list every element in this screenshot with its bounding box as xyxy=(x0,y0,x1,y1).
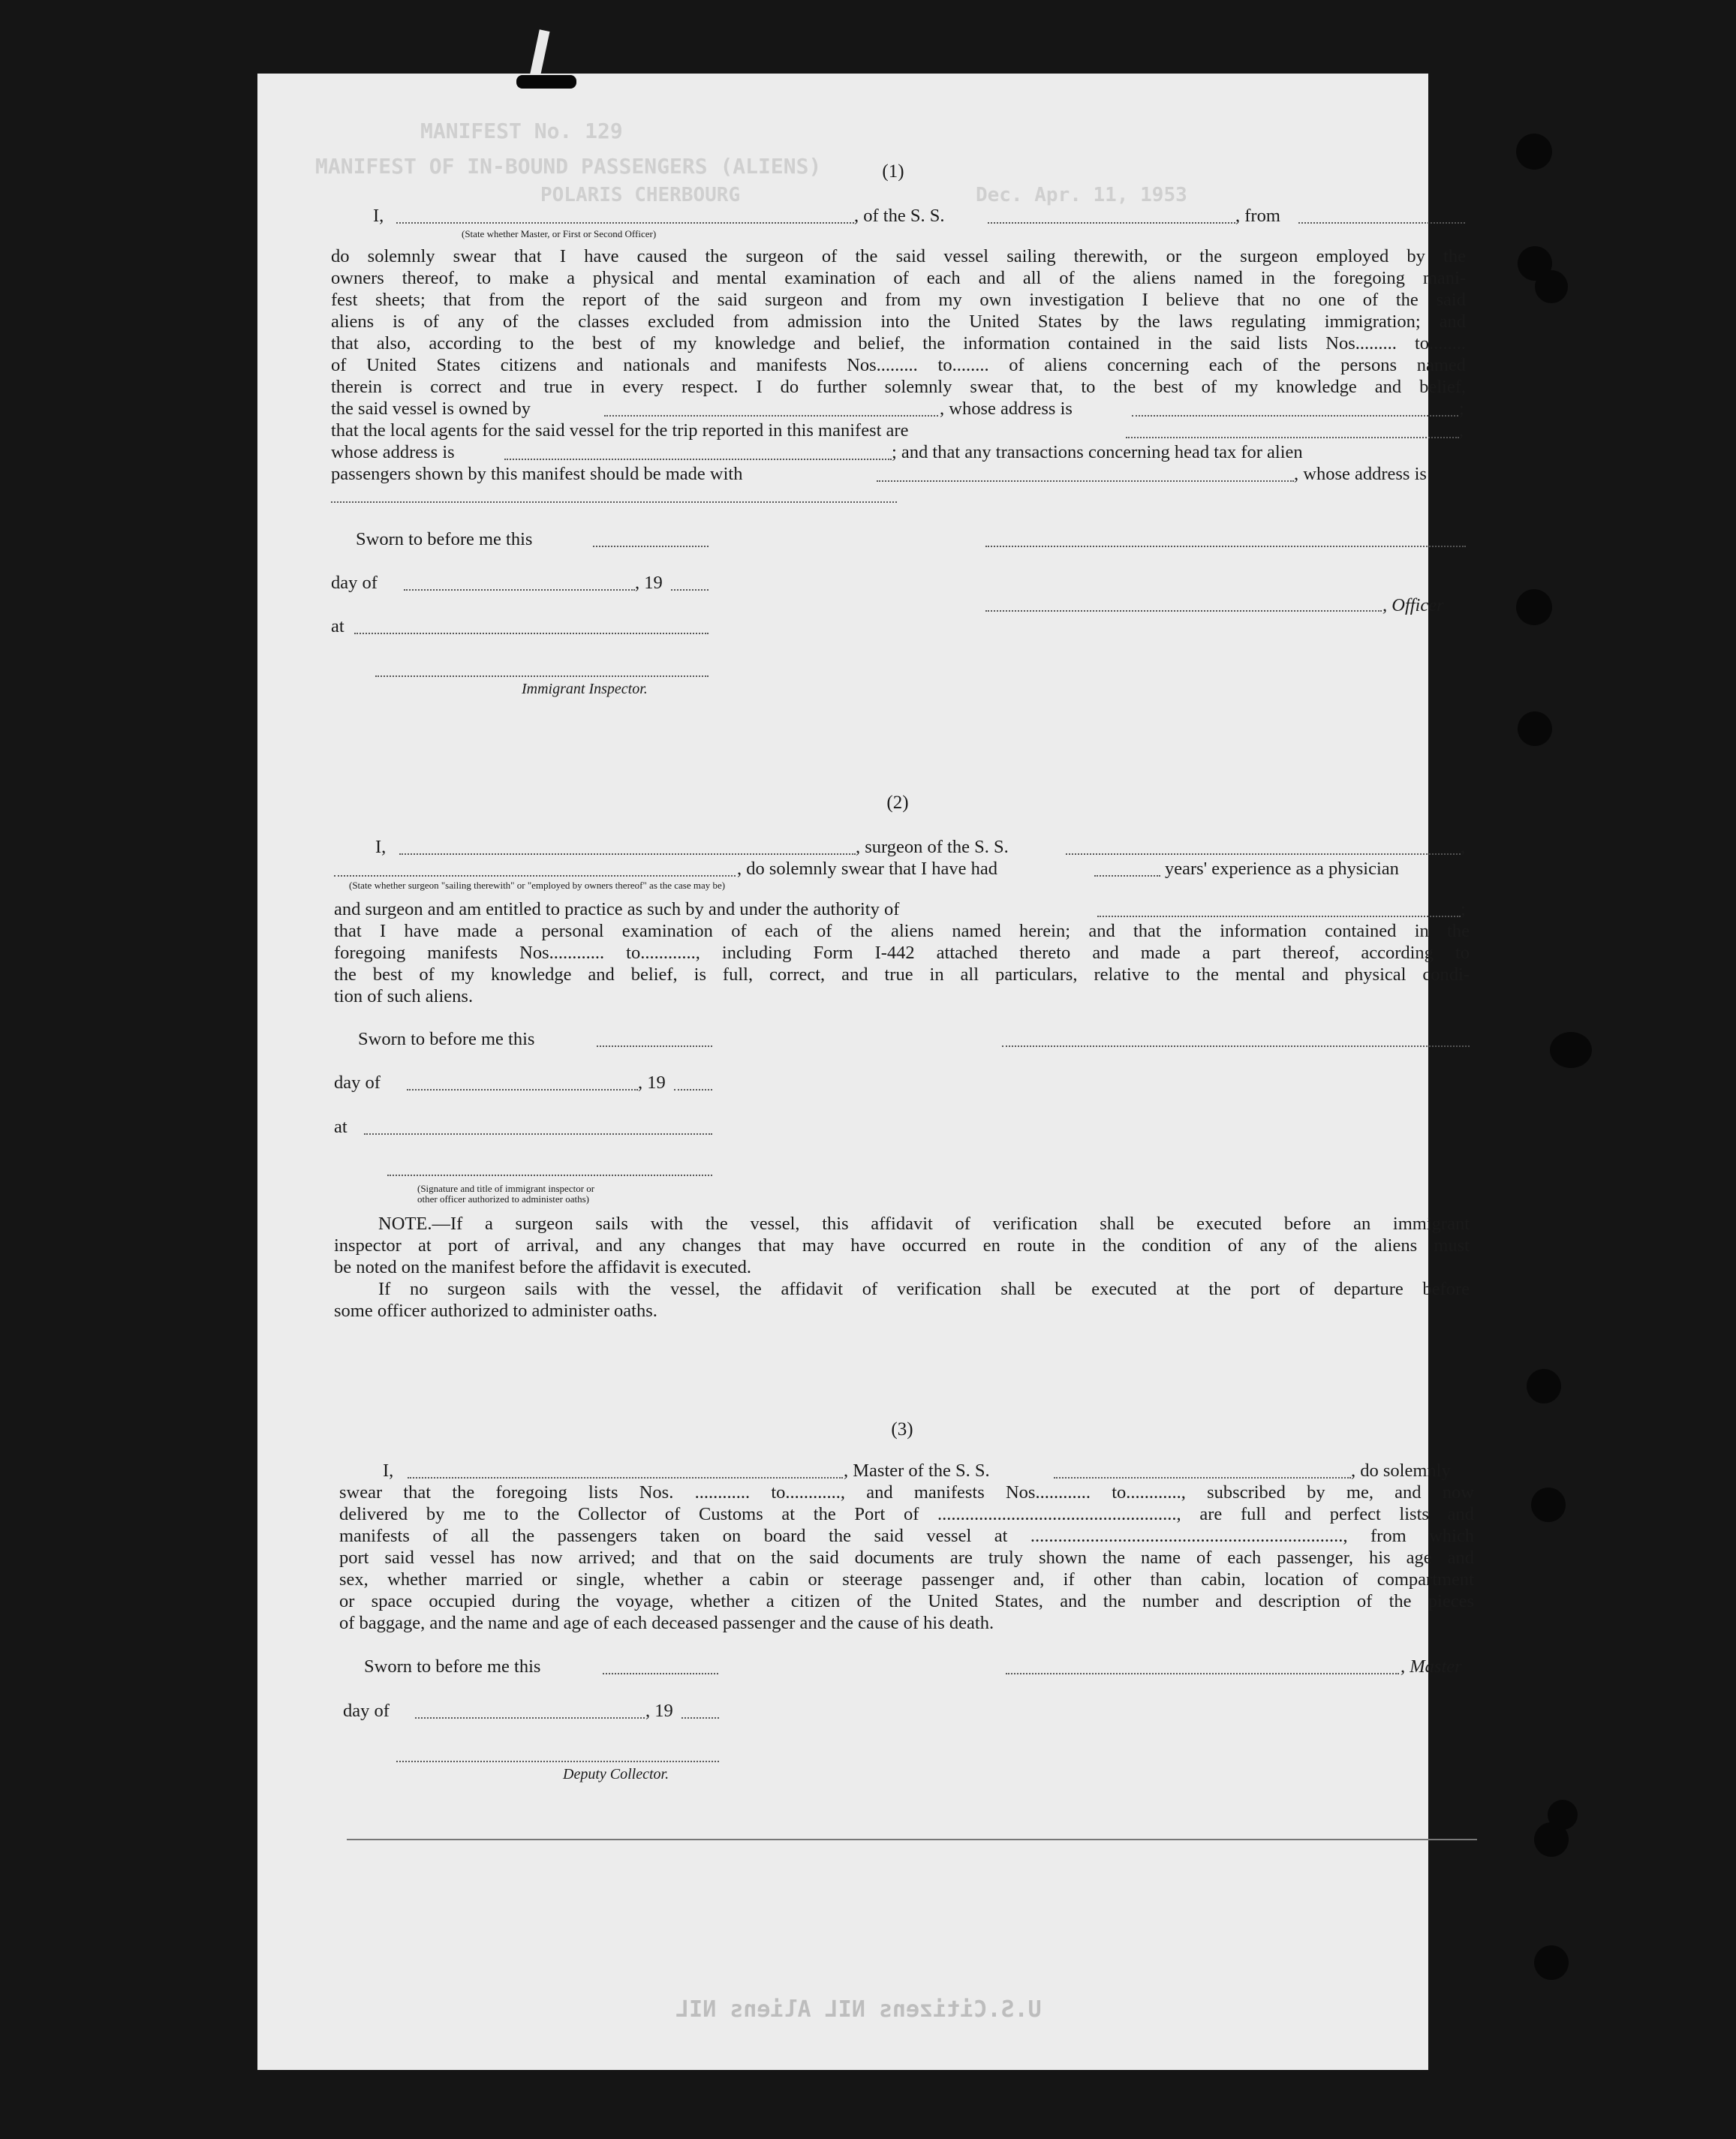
paragraph-line: therein is correct and true in every respect. I do further solemnly swear that, to the best of my knowledge and belief, xyxy=(331,377,1466,397)
note-line: some officer authorized to administer oaths. xyxy=(334,1301,657,1321)
text: Sworn to before me this xyxy=(364,1656,541,1677)
paragraph-line: the best of my knowledge and belief, is full, correct, and true in all particulars, relative to the mental and physical condi- xyxy=(334,964,1470,985)
bleed-through-text: Dec. Apr. 11, 1953 xyxy=(976,184,1187,206)
text: , xyxy=(1459,420,1464,441)
field-note: (Signature and title of immigrant inspector or xyxy=(417,1183,595,1194)
paragraph-line: port said vessel has now arrived; and that on the said documents are truly shown the name of each passenger, his age and xyxy=(339,1548,1474,1568)
paragraph-line: aliens is of any of the classes excluded from admission into the United States by the laws regulating immigration; and xyxy=(331,311,1466,332)
paragraph-line: fest sheets; that from the report of the said surgeon and from my own investigation I believe that no one of the said xyxy=(331,290,1466,310)
text: , xyxy=(1461,837,1466,857)
blank-line xyxy=(408,1477,843,1479)
bleed-through-text: POLARIS CHERBOURG xyxy=(540,184,741,206)
text: and surgeon and am entitled to practice as such by and under the authority of xyxy=(334,899,900,919)
text: , whose address is xyxy=(940,399,1073,419)
binder-hole xyxy=(1518,711,1552,746)
text: , from xyxy=(1235,206,1280,226)
text: , do solemnly xyxy=(1351,1461,1451,1481)
text: , 19 xyxy=(635,573,663,593)
binder-hole xyxy=(1535,270,1568,303)
bleed-through-text: U.S.Citizens NIL Aliens NIL xyxy=(675,1996,1042,2023)
text: , surgeon of the S. S. xyxy=(856,837,1009,857)
text: Sworn to before me this xyxy=(356,529,533,549)
text: I, xyxy=(373,206,384,226)
text: day of xyxy=(331,573,378,593)
binder-hole xyxy=(1531,1488,1566,1522)
officer-label: , Officer xyxy=(1382,595,1444,615)
text: Sworn to before me this xyxy=(358,1029,535,1049)
paragraph-line: foregoing manifests Nos............ to............, including Form I-442 attached thereto and made a part thereof, according to xyxy=(334,943,1470,963)
text: , of the S. S. xyxy=(854,206,945,226)
paragraph-line: of baggage, and the name and age of each deceased passenger and the cause of his death. xyxy=(339,1613,994,1633)
field-note: other officer authorized to administer oaths) xyxy=(417,1193,589,1205)
paragraph-line: manifests of all the passengers taken on board the said vessel at ...................................................................., from which xyxy=(339,1526,1474,1546)
binder-hole xyxy=(1548,1800,1578,1830)
text: day of xyxy=(334,1073,381,1093)
field-note: (State whether Master, or First or Second Officer) xyxy=(462,228,657,239)
blank-line xyxy=(396,222,854,224)
note-line: NOTE.—If a surgeon sails with the vessel, this affidavit of verification shall be executed before an immigrant xyxy=(378,1214,1470,1234)
blank-line xyxy=(1094,875,1160,877)
blank-line xyxy=(1126,437,1459,438)
binder-hole xyxy=(1550,1032,1592,1068)
section-number: (3) xyxy=(891,1419,913,1440)
blank-line xyxy=(593,546,709,547)
paragraph-line: delivered by me to the Collector of Customs at the Port of ...................................................., are full and perfect lists and xyxy=(339,1504,1474,1524)
bottom-rule xyxy=(347,1839,1477,1840)
signature-line xyxy=(387,1175,712,1176)
paragraph-line: that also, according to the best of my knowledge and belief, the information contained in the said lists Nos......... to........ xyxy=(331,333,1466,353)
note-line: inspector at port of arrival, and any changes that may have occurred en route in the condition of any of the aliens must xyxy=(334,1235,1470,1256)
text: that the local agents for the said vessel for the trip reported in this manifest are xyxy=(331,420,909,441)
blank-line xyxy=(681,1717,719,1719)
paragraph-line: of United States citizens and nationals and manifests Nos......... to........ of aliens concerning each of the persons named xyxy=(331,355,1466,375)
blank-line xyxy=(1298,222,1465,224)
text: passengers shown by this manifest should be made with xyxy=(331,464,743,484)
paragraph-line: owners thereof, to make a physical and mental examination of each and all of the aliens named in the foregoing mani- xyxy=(331,268,1466,288)
blank-line xyxy=(671,589,709,591)
paragraph-line: or space occupied during the voyage, whether a citizen of the United States, and the number and description of the pieces xyxy=(339,1591,1474,1611)
bleed-through-text: MANIFEST No. 129 xyxy=(420,119,623,143)
signature-line xyxy=(985,610,1382,612)
text: at xyxy=(331,616,344,636)
inspector-label: Immigrant Inspector. xyxy=(522,681,648,697)
text: ; and that any transactions concerning head tax for alien xyxy=(892,442,1303,462)
blank-line xyxy=(1097,916,1461,917)
blank-line xyxy=(877,480,1294,482)
text: I, xyxy=(383,1461,394,1481)
text: ; xyxy=(1459,399,1464,419)
blank-line xyxy=(404,589,635,591)
blank-line xyxy=(364,1133,712,1135)
blank-line xyxy=(603,1673,718,1674)
paragraph-line: do solemnly swear that I have caused the surgeon of the said vessel sailing therewith, or the surgeon employed by the xyxy=(331,246,1466,266)
master-label: , Master xyxy=(1401,1656,1462,1677)
collector-label: Deputy Collector. xyxy=(563,1766,669,1782)
signature-line xyxy=(1006,1673,1399,1674)
signature-line xyxy=(375,675,709,677)
blank-line xyxy=(988,222,1235,224)
staple-tear xyxy=(529,29,549,79)
blank-line xyxy=(415,1717,645,1719)
blank-line xyxy=(399,853,856,855)
blank-line xyxy=(354,633,709,634)
note-line: be noted on the manifest before the affidavit is executed. xyxy=(334,1257,752,1277)
text: whose address is xyxy=(331,442,455,462)
signature-line xyxy=(985,546,1466,547)
paragraph-line: that I have made a personal examination of each of the aliens named herein; and that the information contained in the xyxy=(334,921,1470,941)
section-number: (1) xyxy=(882,161,904,182)
note-line: If no surgeon sails with the vessel, the affidavit of verification shall be executed at the port of departure before xyxy=(378,1279,1470,1299)
blank-line xyxy=(407,1089,638,1091)
text: day of xyxy=(343,1701,390,1721)
staple-shadow xyxy=(516,75,576,89)
text: , 19 xyxy=(638,1073,666,1093)
text: the said vessel is owned by xyxy=(331,399,531,419)
blank-line xyxy=(604,415,938,417)
blank-line xyxy=(331,501,897,503)
blank-line xyxy=(1132,415,1458,417)
paragraph-line: tion of such aliens. xyxy=(334,986,474,1006)
paragraph-line: sex, whether married or single, whether a cabin or steerage passenger and, if other than cabin, location of compartment xyxy=(339,1569,1474,1590)
field-note: (State whether surgeon "sailing therewith" or "employed by owners thereof" as the case may be) xyxy=(349,880,726,891)
text: , 19 xyxy=(645,1701,673,1721)
text: I, xyxy=(375,837,387,857)
binder-hole xyxy=(1516,134,1552,170)
blank-line xyxy=(334,875,736,877)
text: years' experience as a physician xyxy=(1165,859,1399,879)
blank-line xyxy=(674,1089,712,1091)
text: ; xyxy=(1461,899,1466,919)
section-number: (2) xyxy=(886,793,909,813)
binder-hole xyxy=(1527,1369,1561,1403)
paragraph-line: swear that the foregoing lists Nos. ............ to............, and manifests Nos............ to............, subscribed by me, and now xyxy=(339,1482,1474,1503)
signature-line xyxy=(396,1761,719,1762)
blank-line xyxy=(1054,1477,1351,1479)
text: at xyxy=(334,1117,348,1137)
text: , whose address is xyxy=(1294,464,1427,484)
bleed-through-text: MANIFEST OF IN-BOUND PASSENGERS (ALIENS) xyxy=(315,154,822,179)
blank-line xyxy=(504,459,892,460)
text: , do solemnly swear that I have had xyxy=(737,859,997,879)
blank-line xyxy=(597,1045,712,1047)
binder-hole xyxy=(1534,1945,1569,1980)
binder-hole xyxy=(1516,589,1552,625)
signature-line xyxy=(1002,1045,1470,1047)
text: , Master of the S. S. xyxy=(844,1461,990,1481)
blank-line xyxy=(1066,853,1461,855)
